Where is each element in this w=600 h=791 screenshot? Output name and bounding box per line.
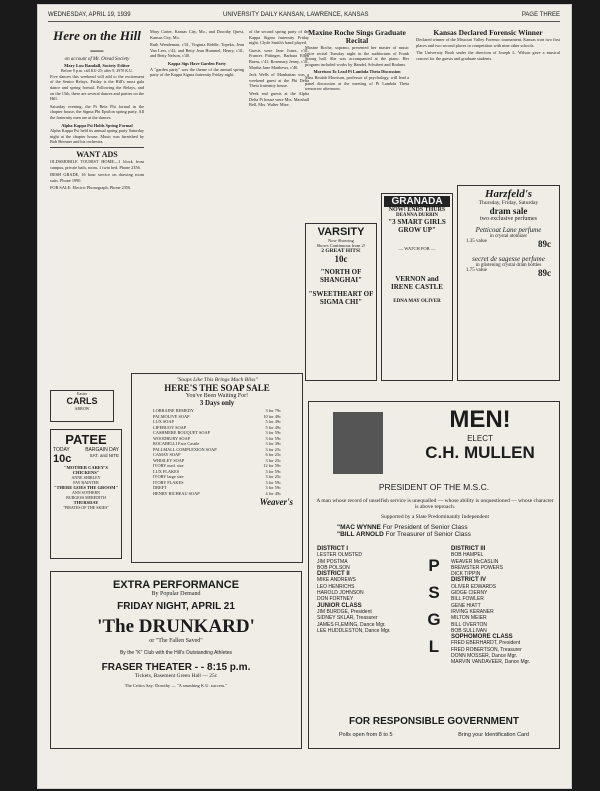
soap-item-price: 4 for 49c xyxy=(265,490,281,496)
mullen-c1: "MAC WYNNE xyxy=(337,524,381,531)
candidate-name: MILTON MEIER xyxy=(451,615,487,622)
soap-item-name: HENRY RICHEAU SOAP xyxy=(153,490,200,496)
varsity-now: Now Showing xyxy=(328,238,354,243)
soap-item-name: IVORY large size xyxy=(153,474,184,479)
soap-item-name: LIFEBUOY SOAP xyxy=(153,424,187,430)
granada-film2: VERNON and IRENE CASTLE xyxy=(391,275,443,291)
harzfeld-ad xyxy=(457,185,560,381)
sophomore-class: SOPHOMORE CLASS xyxy=(451,634,513,641)
districts-right xyxy=(451,546,555,666)
harzfeld-day: Thursday, Friday, Saturday xyxy=(478,200,539,206)
granada-star: DEANNA DURBIN xyxy=(395,213,439,218)
soap-item-price: 3 for 79c xyxy=(265,408,281,413)
soap-item-price: 3 for 25c xyxy=(265,446,281,452)
letter-p: P xyxy=(428,556,440,575)
mullen-c2: "BILL ARNOLD xyxy=(337,531,384,538)
granada-now: NOW! ENDS THURS xyxy=(388,207,446,213)
hill-byline: Mary Lou Randall, Society Editor xyxy=(64,62,130,68)
soap-sale-ad xyxy=(131,373,303,563)
soap-days: 3 Days only xyxy=(199,399,235,407)
soap-item-name: ROCABELLI Face Castile xyxy=(153,441,200,446)
soap-item-price: 3 for 25c xyxy=(265,457,281,463)
mullen-office: PRESIDENT OF THE M.S.C. xyxy=(378,482,490,492)
harzfeld-p2: secret de sagesse perfume xyxy=(472,255,545,263)
harzfeld-p1a: 1.35 value xyxy=(466,239,487,244)
patee-today: TODAY xyxy=(53,447,70,453)
soap-item-price: 5 for 49c xyxy=(265,424,281,430)
mullen-party: FOR RESPONSIBLE GOVERNMENT xyxy=(348,716,519,727)
candidate-name: MARVIN VANDAVEER, Dance Mgr. xyxy=(451,659,531,666)
drunkard-t9: The Critics Say: Dorothy — "A smashing K.U. success." xyxy=(124,683,228,688)
varsity-film2: "SWEETHEART OF SIGMA CHI" xyxy=(308,290,374,306)
varsity-title: VARSITY xyxy=(317,226,365,238)
mullen-ad xyxy=(308,401,560,749)
drunkard-t7: FRASER THEATER - - 8:15 p.m. xyxy=(101,662,251,673)
harzfeld-p1: Petticoat Lane perfume xyxy=(475,226,542,234)
candidate-list xyxy=(451,552,555,577)
letter-g: G xyxy=(427,610,441,629)
mullen-name: C.H. MULLEN xyxy=(425,443,535,462)
soap-store: Weaver's xyxy=(259,497,293,507)
mullen-c1o: For President of Senior Class xyxy=(382,524,468,531)
mullen-support: Supported by a Slate Predominantly Independent xyxy=(381,514,489,520)
patee-line-4: "THERE GOES THE GROOM" xyxy=(53,485,119,490)
mullen-card: Bring your Identification Card xyxy=(458,732,529,738)
harzfeld-sub: two exclusive perfumes xyxy=(480,216,537,222)
hill-subtitle: on account of Mt. Oread Society xyxy=(64,57,130,62)
candidate-name: JIM BURDGE, President xyxy=(317,608,372,615)
letter-l: L xyxy=(428,637,440,656)
patee-line-7: THURSDAY xyxy=(73,500,99,505)
candidate-name: BOB POLSON xyxy=(317,564,350,571)
society-column-3 xyxy=(249,29,309,361)
patee-line-2: ANNE SHIRLEY xyxy=(71,475,101,480)
forensic-text: Declared winner of the Missouri Valley Forensic tournament, Kansas won two first places and two second places in competition with nine other schools. xyxy=(416,37,560,48)
patee-line-1: "MOTHER CAREY'S CHICKENS" xyxy=(64,465,108,475)
candidate-name: BILL OVERTON xyxy=(451,621,488,628)
district-4: DISTRICT IV xyxy=(451,577,487,584)
mullen-c2o: For Treasurer of Senior Class xyxy=(385,531,471,538)
soap-item-price: 3 for 59c xyxy=(265,430,281,435)
roche-title: Maxine Roche Sings Graduate Recital xyxy=(308,29,406,45)
masthead-page: PAGE THREE xyxy=(521,12,560,18)
mullen-polls: Polls open from 8 to 5 xyxy=(339,732,393,738)
col3-text3: Jack Wells of Manhattan was a weekend guest at the Phi Delta Theta fraternity house. xyxy=(249,72,309,89)
candidate-name: MIKE ANDREWS xyxy=(317,577,356,584)
forensic-title: Kansas Declared Forensic Winner xyxy=(433,29,543,37)
candidate-name: DICK TIPPIN xyxy=(451,571,481,578)
soap-tag: "Soaps Like This Brings Much Bliss" xyxy=(176,377,258,383)
granada-star2: EDNA MAY OLIVER xyxy=(393,299,441,304)
patee-line-5: ANN SOTHERN xyxy=(71,490,101,495)
candidate-name: BREWSTER POWERS xyxy=(451,564,503,571)
soap-title: HERE'S THE SOAP SALE xyxy=(164,383,270,393)
hill-text1: Five dances this weekend will add to the excitement of the Senior Relays. Friday is the Hill's most gala dance and spring formal. Following the Relays, and on the 15th, there are several dances and parties on the Hill. xyxy=(50,73,144,102)
soap-item-name: IVORY med. size xyxy=(153,463,184,468)
granada-ad xyxy=(381,193,453,381)
candidate-list xyxy=(317,552,417,571)
soap-item-price: 5 for 49c xyxy=(265,419,281,424)
carls-sub: Easter xyxy=(77,391,87,396)
col3-text4: Week end guests at the Alpha Delta Pi house were Mrs. Marshall Bell, Mrs. Walter Mize. xyxy=(249,90,309,108)
candidate-name: OLIVER EDWARDS xyxy=(451,583,497,590)
want-ads-title: WANT ADS xyxy=(76,149,118,159)
soap-item-price: 3 for 59c xyxy=(265,435,281,441)
drunkard-ad xyxy=(50,571,302,749)
candidate-name: FRED ROBERTSON, Treasurer xyxy=(451,646,522,653)
soap-item-price: 12 for 59c xyxy=(263,463,281,468)
soap-item-price: 6 for 25c xyxy=(265,452,281,457)
soap-item-price: 3 for 59c xyxy=(265,485,281,490)
candidate-name: LEE HUDDLESTON, Dance Mgr. xyxy=(317,627,391,634)
soap-item xyxy=(153,491,281,497)
candidate-name: JIM POSTMA xyxy=(317,558,348,565)
mullen-elect: ELECT xyxy=(467,434,493,443)
carls-sub2: ARROW xyxy=(74,406,90,411)
candidate-name: LESTER OLMSTED xyxy=(317,552,363,559)
patee-bargain: BARGAIN DAY xyxy=(85,447,119,453)
candidate-name: FRED EBERHARDT, President xyxy=(451,640,521,647)
candidate-name: BOB HAMPEL xyxy=(451,552,484,559)
soap-item-name: LORRAINE REMEDY xyxy=(153,408,194,413)
candidate-name: BOB SULLIVAN xyxy=(451,627,487,634)
society-column xyxy=(50,29,144,405)
psgl-letters xyxy=(423,552,445,660)
col3-text1: of the second spring party of the Kappa Sigma fraternity Friday night. Clyde Smith's band played. xyxy=(249,29,309,46)
harzfeld-p2sub: in glistening crystal dram bottles xyxy=(475,263,542,268)
district-3: DISTRICT III xyxy=(451,546,486,552)
varsity-pictures: 2 GREAT HITS! xyxy=(321,248,361,254)
patee-price: 10c xyxy=(53,453,72,465)
patee-sat: SAT. and NITE xyxy=(89,453,119,458)
soap-item-price: 3 for 39c xyxy=(265,441,281,446)
harzfeld-event: dram sale xyxy=(489,206,528,216)
candidate-name: WEAVER McCASLIN xyxy=(451,558,499,565)
varsity-shows: Shows Continuous from 2! xyxy=(316,243,366,248)
forensic-text2: The University Book under the direction of Joseph L. Wilson gave a musical concert for the guests and graduate students. xyxy=(416,50,560,61)
hill-text3: Alpha Kappa Psi held its annual spring party Saturday night at the chapter house. Music was furnished by Bob Brenner and his orchestra. xyxy=(50,128,144,145)
soap-item-name: WHISLEY SOAP xyxy=(153,457,185,463)
letter-s: S xyxy=(428,583,440,602)
candidate-list xyxy=(317,577,417,602)
candidate-list xyxy=(317,609,417,634)
harzfeld-p1price: 89c xyxy=(538,239,551,249)
hill-title: Here on the Hill— xyxy=(53,29,141,57)
roche-text: Maxine Roche, soprano, presented her master of music voice recital Tuesday night in the auditorium of Frank Strong hall. She was accompanied at the piano. Her program included works by Handel, Schubert and Brahms. xyxy=(305,45,409,67)
soap-item-name: CASHMERE BOUQUET SOAP xyxy=(153,430,210,435)
soap-item-name: CAMAY SOAP xyxy=(153,452,181,457)
granada-title: GRANADA xyxy=(384,196,450,207)
drunkard-t2: By Popular Demand xyxy=(151,591,201,597)
forensic-article xyxy=(416,29,560,194)
soap-item-price: 10 for 49c xyxy=(263,413,281,419)
soap-item-name: WOODBURY SOAP xyxy=(153,435,190,441)
soap-sub: You've Been Waiting For! xyxy=(185,393,249,399)
col2-text2: Ruth Wendeman, c'41, Virginia Riddle, Topeka, Jean Van Leer, c'42, and Betty Jean Hummel, Henry, c'41, and Betty Nelson, c'40. xyxy=(150,42,244,59)
junior-class: JUNIOR CLASS xyxy=(317,602,362,609)
candidate-list xyxy=(451,584,555,634)
carls-title: CARLS xyxy=(66,396,98,406)
soap-item-name: IVORY FLAKES xyxy=(153,479,184,485)
harzfeld-p1size: in crystal atomizer xyxy=(489,234,528,239)
patee-ad xyxy=(50,429,122,559)
masthead-paper: UNIVERSITY DAILY KANSAN, LAWRENCE, KANSAS xyxy=(223,12,369,18)
col2-text1: Mary Carter, Kansas City, Mo., and Dorothy Quest, Kansas City, Mo. xyxy=(150,29,244,40)
districts-left xyxy=(317,546,417,634)
district-1: DISTRICT I xyxy=(317,546,348,552)
soap-item-name: PALMOLIVE SOAP xyxy=(153,413,190,419)
soap-item-name: PALLMALL COMPLEXION SOAP xyxy=(153,446,217,452)
varsity-ad xyxy=(305,223,377,381)
candidate-name: DONN MOSSER, Dance Mgr. xyxy=(451,653,518,660)
col3-text2: Guests were Jane Jones, c'41, Frances Pittinger, Barbara Ellen Burns, c'41, Rosemary Jenny, c'41, Martha Jane Matthews, c'40. xyxy=(249,47,309,70)
varsity-film1: "NORTH OF SHANGHAI" xyxy=(319,268,362,284)
harzfeld-p2price: 89c xyxy=(538,268,551,278)
candidate-name: GIDGE CIERNY xyxy=(451,590,488,597)
patee-line-8: "PIRATES OF THE SKIES" xyxy=(63,505,109,510)
want-ad-3: FOR SALE: Electric Phonograph, Phone 2356. xyxy=(50,185,132,191)
patee-title: PATEE xyxy=(65,432,107,447)
roche-article xyxy=(305,29,409,193)
granada-sat: — WATCH FOR — xyxy=(398,246,436,251)
candidate-name: IRVING KERANER xyxy=(451,608,494,615)
drunkard-t8: Tickets, Basement Green Hall — 25c xyxy=(134,673,218,679)
hill-heading2: Alpha Kappa Psi Holds Spring Formal xyxy=(61,122,133,128)
soap-item-price: 3 for 59c xyxy=(265,468,281,474)
candidate-photo xyxy=(333,412,383,474)
roche-text2: Miss Beulah Morrison, professor of psychology, will lead a panel discussion at the meeting of Pi Lambda Theta tomorrow afternoon. xyxy=(305,74,409,92)
candidate-name: DON FORTNEY xyxy=(317,596,354,603)
candidate-name: GENE HIATT xyxy=(451,602,481,609)
harzfeld-title: Harzfeld's xyxy=(484,188,533,200)
want-ad-2: IRISH GRADE, 16 hour service on drawing room suits. Phone 1990. xyxy=(50,172,144,183)
candidate-name: BILL FOWLER xyxy=(451,596,484,603)
drunkard-t5: or "The Fallen Saved" xyxy=(149,638,203,644)
drunkard-t4: 'The DRUNKARD' xyxy=(97,616,255,637)
soap-item-name: DREFT xyxy=(153,485,167,490)
col2-text3: A "garden party" was the theme of the annual spring party of the Kappa Sigma fraternity Friday night. xyxy=(150,66,244,78)
carls-ad xyxy=(50,390,114,422)
granada-film: "3 SMART GIRLS GROW UP" xyxy=(388,218,446,234)
candidate-list xyxy=(451,640,555,665)
want-ad-1: OLDSMOBILE TOURIST HOME—1 block from campus, private bath, room, 1 twin bed. Phone 2356. xyxy=(50,158,144,170)
candidate-name: JAMES FLEMING, Dance Mgr. xyxy=(317,621,386,628)
newspaper-page xyxy=(37,4,572,789)
hill-phone: Before 9 p.m. call KU-25; after 9, 2970 K.U. xyxy=(60,68,134,74)
masthead xyxy=(48,11,560,22)
district-2: DISTRICT II xyxy=(317,571,350,578)
candidate-name: LEO HENRICHS xyxy=(317,583,355,590)
soap-list xyxy=(153,408,281,496)
col2-heading: Kappa Sigs Have Garden Party xyxy=(167,60,226,66)
masthead-date: WEDNESDAY, APRIL 19, 1939 xyxy=(48,12,131,18)
soap-item-name: LUX FLAKES xyxy=(153,468,180,474)
candidate-name: HAROLD JOHNSON xyxy=(317,590,364,597)
drunkard-t1: EXTRA PERFORMANCE xyxy=(112,579,240,591)
mullen-desc: A man whose record of unselfish service is unequalled — whose ability is unquestioned — whose character is above reproach. xyxy=(316,498,554,510)
patee-line-6: BURGESS MEREDITH xyxy=(66,495,106,500)
harzfeld-p2a: 1.75 value xyxy=(466,268,487,273)
roche-heading: Morrison To Lead Pi Lambda Theta Discussion xyxy=(313,69,401,75)
hill-text2: Saturday evening, the Pi Beta Phi formal in the chapter house, the Sigma Phi Epsilon spring party. All the fraternity men are at the dances. xyxy=(50,103,144,120)
candidate-name: SIDNEY SKLAR, Treasurer xyxy=(317,615,378,622)
drunkard-t3: FRIDAY NIGHT, APRIL 21 xyxy=(117,601,235,612)
mullen-men: MEN! xyxy=(449,406,511,433)
varsity-price: 10c xyxy=(334,254,348,264)
soap-item-price: 3 for 59c xyxy=(265,479,281,485)
drunkard-t6: By the "K" Club with the Hill's Outstanding Athletes xyxy=(119,650,233,656)
patee-line-3: FAY BAINTER xyxy=(73,480,99,485)
society-column-2 xyxy=(150,29,244,361)
soap-item-price: 3 for 25c xyxy=(265,474,281,479)
soap-item-name: LUX SOAP xyxy=(153,419,174,424)
